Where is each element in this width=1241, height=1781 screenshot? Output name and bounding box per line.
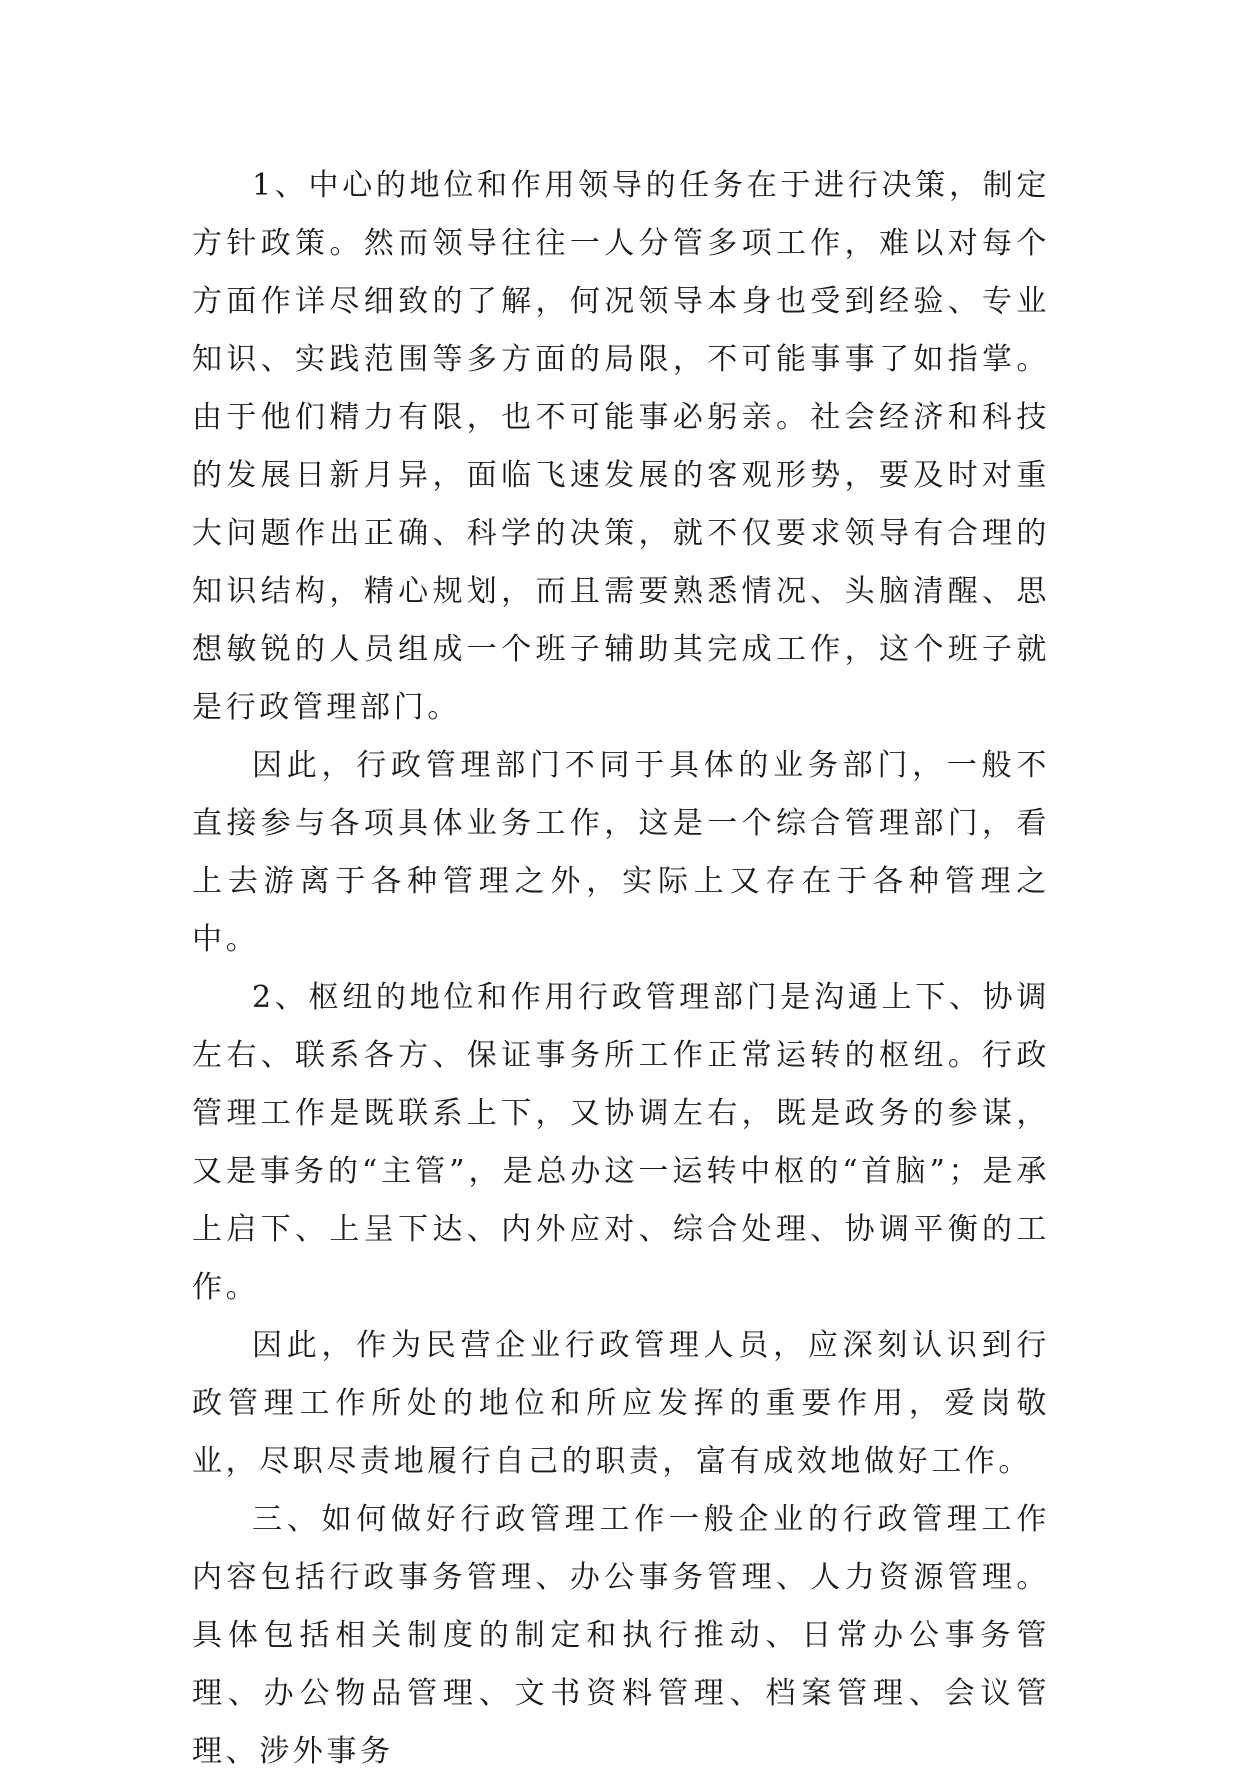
- paragraph-3: 2、枢纽的地位和作用行政管理部门是沟通上下、协调左右、联系各方、保证事务所工作正常运转的枢纽。行政管理工作是既联系上下，又协调左右，既是政务的参谋，又是事务的“主管”，是总办这一运转中枢的“首脑”；是承上启下、上呈下达、内外应对、综合处理、协调平衡的工作。: [192, 980, 1050, 1305]
- document-body: [192, 157, 1050, 1781]
- paragraph-4: 因此，作为民营企业行政管理人员，应深刻认识到行政管理工作所处的地位和所应发挥的重要作用，爱岗敬业，尽职尽责地履行自己的职责，富有成效地做好工作。: [192, 1328, 1050, 1479]
- paragraph-1: 1、中心的地位和作用领导的任务在于进行决策，制定方针政策。然而领导往往一人分管多项工作，难以对每个方面作详尽细致的了解，何况领导本身也受到经验、专业知识、实践范围等多方面的局限，不可能事事了如指掌。由于他们精力有限，也不可能事必躬亲。社会经济和科技的发展日新月异，面临飞速发展的客观形势，要及时对重大问题作出正确、科学的决策，就不仅要求领导有合理的知识结构，精心规划，而且需要熟悉情况、头脑清醒、思想敏锐的人员组成一个班子辅助其完成工作，这个班子就是行政管理部门。: [192, 168, 1050, 725]
- paragraph-2: 因此，行政管理部门不同于具体的业务部门，一般不直接参与各项具体业务工作，这是一个综合管理部门，看上去游离于各种管理之外，实际上又存在于各种管理之中。: [192, 748, 1050, 957]
- paragraph-5: 三、如何做好行政管理工作一般企业的行政管理工作内容包括行政事务管理、办公事务管理、人力资源管理。具体包括相关制度的制定和执行推动、日常办公事务管理、办公物品管理、文书资料管理、档案管理、会议管理、涉外事务: [192, 1502, 1050, 1769]
